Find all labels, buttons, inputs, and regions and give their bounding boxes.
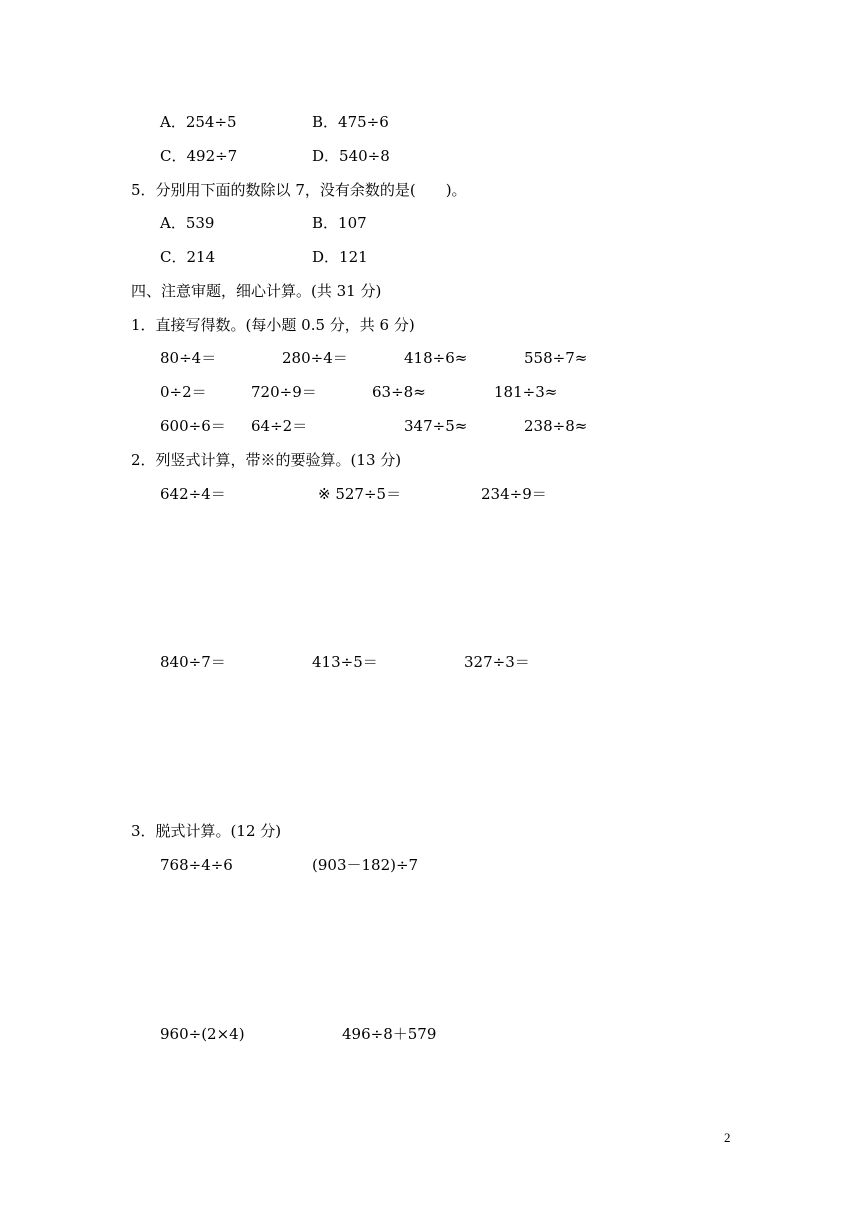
oral-calc-item: 418÷6≈ — [404, 349, 468, 367]
part2-title: 2．列竖式计算，带※的要验算。(13 分) — [131, 451, 402, 469]
q4-option-a: A．254÷5 — [160, 113, 237, 131]
q5-option-a: A．539 — [160, 214, 215, 232]
oral-calc-item: 63÷8≈ — [372, 383, 426, 401]
vertical-calc-item: 413÷5＝ — [312, 653, 378, 671]
q5-option-d: D．121 — [312, 248, 368, 266]
step-calc-item: 768÷4÷6 — [160, 856, 233, 874]
oral-calc-item: 720÷9＝ — [251, 383, 317, 401]
vertical-calc-item: 327÷3＝ — [464, 653, 530, 671]
vertical-calc-item: 234÷9＝ — [481, 485, 547, 503]
step-calc-item: 496÷8＋579 — [342, 1025, 437, 1043]
q4-option-b: B．475÷6 — [312, 113, 389, 131]
vertical-calc-item-check: ※ 527÷5＝ — [318, 485, 402, 503]
step-calc-item: 960÷(2×4) — [160, 1025, 245, 1043]
oral-calc-item: 64÷2＝ — [251, 417, 308, 435]
oral-calc-item: 347÷5≈ — [404, 417, 468, 435]
step-calc-item: (903－182)÷7 — [312, 856, 419, 874]
oral-calc-item: 0÷2＝ — [160, 383, 207, 401]
oral-calc-item: 600÷6＝ — [160, 417, 226, 435]
vertical-calc-item: 642÷4＝ — [160, 485, 226, 503]
oral-calc-item: 238÷8≈ — [524, 417, 588, 435]
q5-stem: 5．分别用下面的数除以 7，没有余数的是( )。 — [131, 181, 467, 199]
q4-option-d: D．540÷8 — [312, 147, 390, 165]
q5-option-b: B．107 — [312, 214, 367, 232]
oral-calc-item: 80÷4＝ — [160, 349, 217, 367]
vertical-calc-item: 840÷7＝ — [160, 653, 226, 671]
part3-title: 3．脱式计算。(12 分) — [131, 822, 282, 840]
page-number: 2 — [724, 1130, 731, 1145]
q4-option-c: C．492÷7 — [160, 147, 238, 165]
part1-title: 1．直接写得数。(每小题 0.5 分，共 6 分) — [131, 316, 415, 334]
oral-calc-item: 558÷7≈ — [524, 349, 588, 367]
section-heading: 四、注意审题，细心计算。(共 31 分) — [131, 282, 382, 300]
q5-option-c: C．214 — [160, 248, 216, 266]
oral-calc-item: 280÷4＝ — [282, 349, 348, 367]
oral-calc-item: 181÷3≈ — [494, 383, 558, 401]
